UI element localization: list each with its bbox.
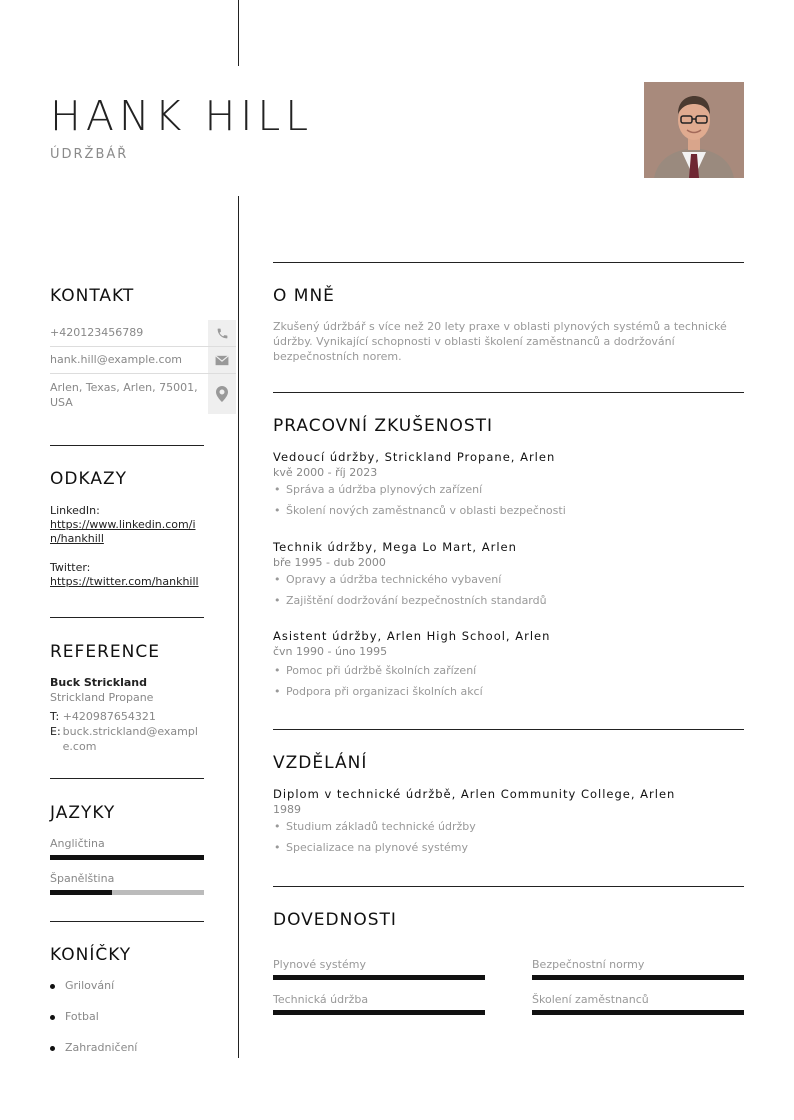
skill-name: Plynové systémy (273, 958, 366, 971)
skill-name: Školení zaměstnanců (532, 993, 649, 1006)
reference-phone: +420987654321 (62, 710, 156, 723)
job-dates: bře 1995 - dub 2000 (273, 556, 386, 569)
contact-phone: +420123456789 (50, 326, 144, 339)
education-year: 1989 (273, 803, 301, 816)
reference-email-label: E: (50, 725, 61, 738)
job-bullet: • Školení nových zaměstnanců v oblasti bezpečnosti (273, 504, 744, 517)
contact-address-row (50, 374, 236, 414)
divider-education (273, 886, 744, 887)
reference-email-line (50, 724, 204, 754)
skill-level-bar (273, 1010, 485, 1015)
link-twitter-label: Twitter: (50, 561, 91, 574)
education-bullet: • Specializace na plynové systémy (273, 841, 744, 854)
job-heading: Asistent údržby, Arlen High School, Arlen (273, 629, 551, 643)
link-twitter-url[interactable]: https://twitter.com/hankhill (50, 575, 199, 588)
skill-item (273, 993, 485, 1015)
job-dates: kvě 2000 - říj 2023 (273, 466, 378, 479)
hobby-label: Fotbal (65, 1010, 99, 1023)
job-bullet: • Pomoc při údržbě školních zařízení (273, 664, 744, 677)
links-title: ODKAZY (50, 469, 127, 489)
languages-title: JAZYKY (50, 803, 116, 823)
contact-address: Arlen, Texas, Arlen, 75001, USA (50, 381, 198, 409)
divider-contact (50, 445, 204, 446)
hobby-label: Grilování (65, 979, 115, 992)
job-heading: Vedoucí údržby, Strickland Propane, Arlen (273, 450, 556, 464)
job-bullet: • Správa a údržba plynových zařízení (273, 483, 744, 496)
language-level-fill (50, 890, 112, 895)
job-bullet: • Zajištění dodržování bezpečnostních standardů (273, 594, 744, 607)
phone-icon (208, 320, 236, 346)
person-portrait-icon (644, 82, 744, 178)
link-twitter (50, 560, 204, 589)
divider-links (50, 617, 204, 618)
job-heading: Technik údržby, Mega Lo Mart, Arlen (273, 540, 517, 554)
skill-item (532, 993, 744, 1015)
candidate-name: HANK HILL (50, 92, 314, 140)
contact-email: hank.hill@example.com (50, 353, 183, 366)
link-linkedin-label: LinkedIn: (50, 504, 100, 517)
hobby-item (50, 1041, 137, 1054)
about-title: O MNĚ (273, 286, 335, 306)
divider-top (238, 0, 239, 66)
location-pin-icon (208, 374, 236, 414)
skills-title: DOVEDNOSTI (273, 910, 397, 930)
divider-languages (50, 921, 204, 922)
divider-reference (50, 778, 204, 779)
job-bullet: • Podpora při organizaci školních akcí (273, 685, 744, 698)
reference-email: buck.strickland@example.com (62, 725, 198, 753)
skill-level-bar (532, 1010, 744, 1015)
divider-about-top (273, 262, 744, 263)
profile-photo (644, 82, 744, 178)
language-item-english (50, 836, 204, 860)
education-bullet: • Studium základů technické údržby (273, 820, 744, 833)
skill-item (273, 958, 485, 980)
language-level-bar (50, 855, 204, 860)
about-text: Zkušený údržbář s více než 20 lety praxe v oblasti plynových systémů a technické údržby. Vynikající schopnosti v oblasti školení zaměstnanců a dodržování bezpečnostních norem. (273, 320, 727, 363)
experience-title: PRACOVNÍ ZKUŠENOSTI (273, 416, 494, 436)
language-level-bar (50, 890, 204, 895)
education-heading: Diplom v technické údržbě, Arlen Community College, Arlen (273, 787, 676, 801)
job-bullet: • Opravy a údržba technického vybavení (273, 573, 744, 586)
link-linkedin (50, 503, 204, 546)
contact-email-row (50, 347, 236, 374)
hobby-item (50, 1010, 99, 1023)
skill-name: Technická údržba (273, 993, 369, 1006)
hobbies-title: KONÍČKY (50, 945, 132, 965)
bullet-icon (50, 1046, 55, 1051)
divider-experience (273, 729, 744, 730)
reference-phone-label: T: (50, 710, 60, 723)
skill-level-bar (532, 975, 744, 980)
reference-company: Strickland Propane (50, 691, 154, 704)
reference-block (50, 675, 204, 754)
reference-phone-line (50, 709, 204, 724)
skill-item (532, 958, 744, 980)
candidate-job-title: ÚDRŽBÁŘ (50, 147, 129, 162)
envelope-icon (208, 347, 236, 373)
hobby-item (50, 979, 114, 992)
contact-title: KONTAKT (50, 286, 135, 306)
education-item (273, 787, 744, 854)
skill-name: Bezpečnostní normy (532, 958, 645, 971)
language-name: Španělština (50, 872, 115, 885)
skill-level-bar (273, 975, 485, 980)
reference-title: REFERENCE (50, 642, 160, 662)
language-name: Angličtina (50, 837, 105, 850)
divider-about (273, 392, 744, 393)
bullet-icon (50, 984, 55, 989)
reference-name: Buck Strickland (50, 676, 147, 689)
hobby-label: Zahradničení (65, 1041, 138, 1054)
language-level-fill (50, 855, 204, 860)
divider-vertical (238, 196, 239, 1058)
link-linkedin-url[interactable]: https://www.linkedin.com/in/hankhill (50, 518, 196, 545)
contact-phone-row (50, 320, 236, 347)
education-title: VZDĚLÁNÍ (273, 753, 368, 773)
job-item (273, 540, 744, 607)
job-dates: čvn 1990 - úno 1995 (273, 645, 388, 658)
language-item-spanish (50, 871, 204, 895)
job-item (273, 450, 744, 517)
bullet-icon (50, 1015, 55, 1020)
job-item (273, 629, 744, 698)
